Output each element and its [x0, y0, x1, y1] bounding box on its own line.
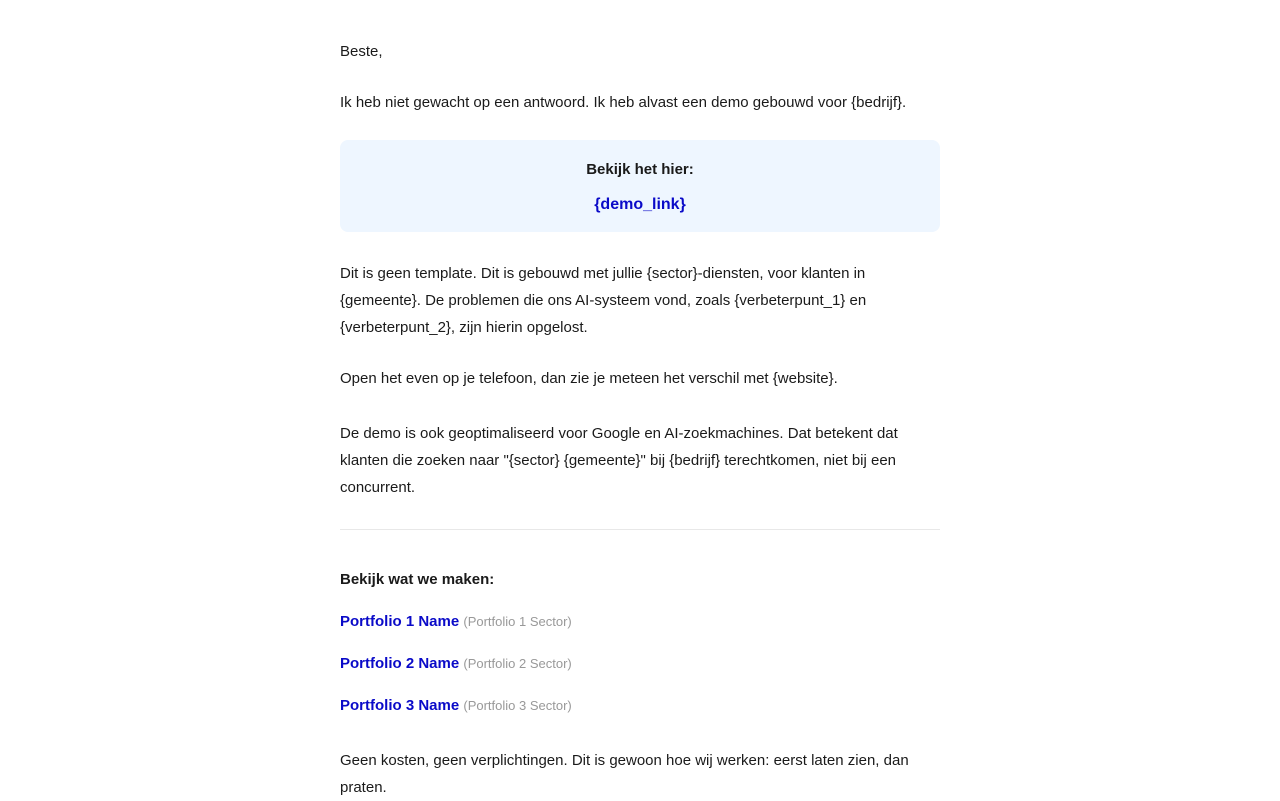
- portfolio-link-3[interactable]: Portfolio 3 Name: [340, 697, 460, 714]
- portfolio-sector-3: (Portfolio 3 Sector): [463, 698, 572, 713]
- demo-link[interactable]: {demo_link}: [594, 196, 686, 213]
- portfolio-sector-2: (Portfolio 2 Sector): [463, 656, 572, 671]
- portfolio-link-2[interactable]: Portfolio 2 Name: [340, 655, 460, 672]
- body-paragraph-1: Dit is geen template. Dit is gebouwd met jullie {sector}-diensten, voor klanten in {gemeente}. De problemen die ons AI-systeem vond, zoals {verbeterpunt_1} en {verbeterpunt_2}, zijn hierin opgelost.: [340, 265, 867, 336]
- portfolio-item: [340, 608, 940, 635]
- body-paragraph-3: De demo is ook geoptimaliseerd voor Google en AI-zoekmachines. Dat betekent dat klanten die zoeken naar "{sector} {gemeente}" bij {bedrijf} terechtkomen, niet bij een concurrent.: [340, 425, 898, 496]
- portfolio-item: [340, 692, 940, 719]
- demo-callout: [340, 140, 940, 232]
- portfolio-link-1[interactable]: Portfolio 1 Name: [340, 613, 460, 630]
- portfolio-item: [340, 650, 940, 677]
- portfolio-sector-1: (Portfolio 1 Sector): [463, 614, 572, 629]
- callout-title: Bekijk het hier:: [586, 161, 694, 178]
- closing-paragraph: Geen kosten, geen verplichtingen. Dit is gewoon hoe wij werken: eerst laten zien, dan praten.: [340, 752, 909, 796]
- divider: [340, 529, 940, 530]
- intro-paragraph: Ik heb niet gewacht op een antwoord. Ik heb alvast een demo gebouwd voor {bedrijf}.: [340, 94, 907, 111]
- email-body: [340, 0, 940, 801]
- portfolio-section: [340, 566, 940, 719]
- greeting: Beste,: [340, 43, 383, 60]
- portfolio-title: Bekijk wat we maken:: [340, 571, 495, 588]
- body-paragraph-2: Open het even op je telefoon, dan zie je meteen het verschil met {website}.: [340, 370, 838, 387]
